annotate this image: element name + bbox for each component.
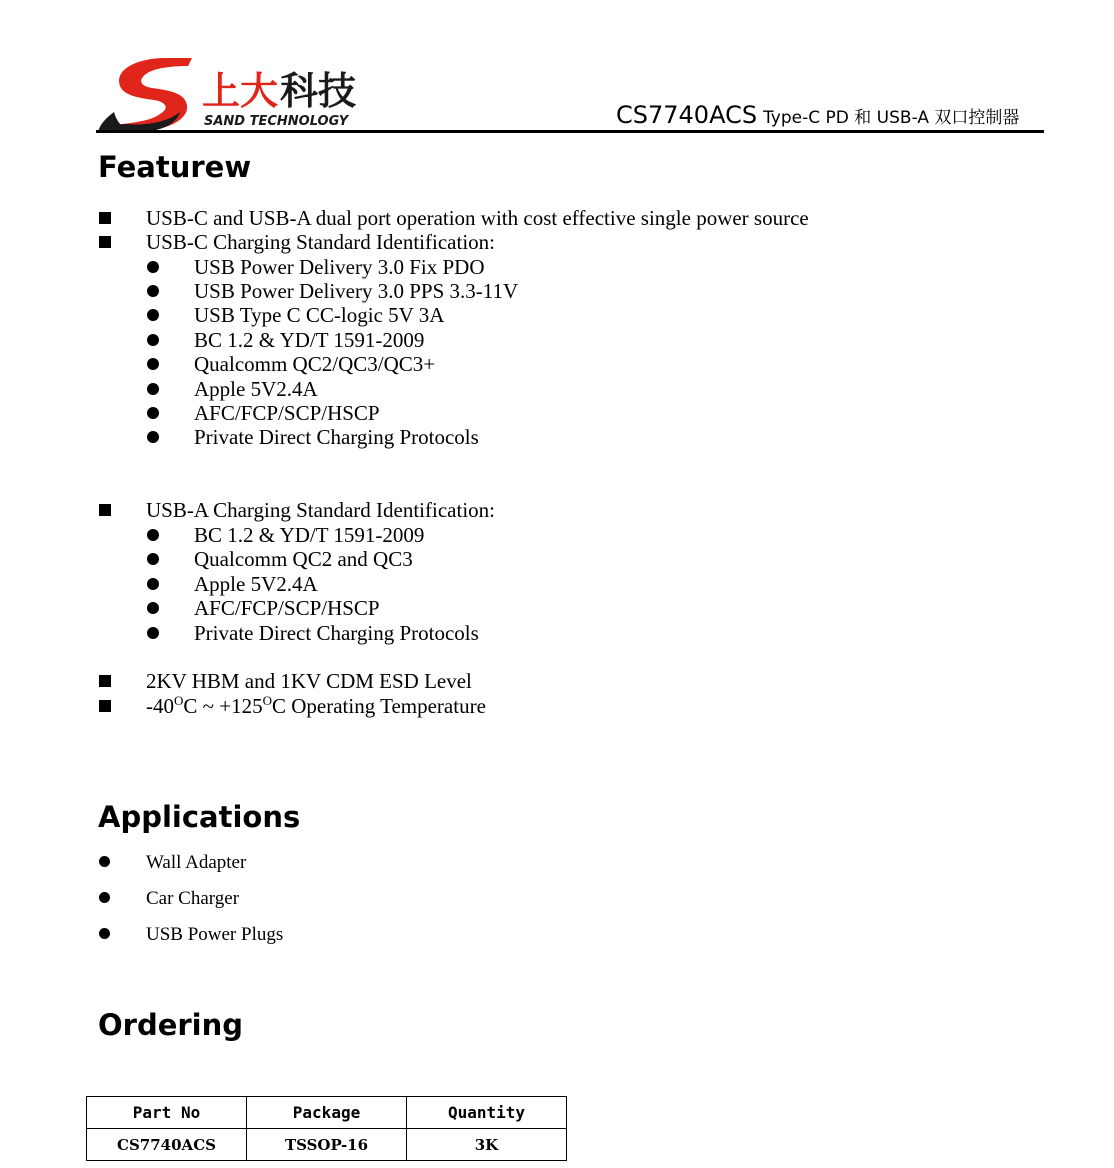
round-bullet-icon xyxy=(99,856,110,867)
column-header: Quantity xyxy=(407,1097,567,1129)
square-bullet-icon xyxy=(99,675,111,687)
square-bullet-icon xyxy=(99,504,111,516)
round-bullet-icon xyxy=(147,358,159,370)
round-bullet-icon xyxy=(99,892,110,903)
round-bullet-icon xyxy=(147,407,159,419)
table-header-row xyxy=(87,1097,567,1129)
round-bullet-icon xyxy=(147,553,159,565)
header-rule xyxy=(96,130,1044,133)
column-header: Package xyxy=(247,1097,407,1129)
square-bullet-icon xyxy=(99,700,111,712)
part-number: CS7740ACS xyxy=(616,101,758,129)
table-cell: CS7740ACS xyxy=(87,1129,247,1161)
round-bullet-icon xyxy=(147,309,159,321)
round-bullet-icon xyxy=(99,928,110,939)
round-bullet-icon xyxy=(147,627,159,639)
table-cell: 3K xyxy=(407,1129,567,1161)
logo-cn-part1: 上大 xyxy=(202,69,279,113)
round-bullet-icon xyxy=(147,529,159,541)
round-bullet-icon xyxy=(147,261,159,273)
round-bullet-icon xyxy=(147,578,159,590)
ordering-heading: Ordering xyxy=(98,1008,244,1042)
company-logo xyxy=(96,52,358,134)
round-bullet-icon xyxy=(147,431,159,443)
logo-en-text: SAND TECHNOLOGY xyxy=(204,114,349,129)
round-bullet-icon xyxy=(147,334,159,346)
table-row xyxy=(87,1129,567,1161)
round-bullet-icon xyxy=(147,383,159,395)
column-header: Part No xyxy=(87,1097,247,1129)
round-bullet-icon xyxy=(147,285,159,297)
applications-heading: Applications xyxy=(98,800,301,834)
square-bullet-icon xyxy=(99,212,111,224)
sand-technology-logo xyxy=(96,52,358,134)
round-bullet-icon xyxy=(147,602,159,614)
logo-cn-part2: 科技 xyxy=(280,69,357,113)
ordering-table xyxy=(86,1096,567,1161)
table-cell: TSSOP-16 xyxy=(247,1129,407,1161)
features-heading: Featurew xyxy=(98,150,252,184)
part-description: Type-C PD 和 USB-A 双口控制器 xyxy=(763,108,1020,128)
document-header-title xyxy=(616,101,1019,129)
square-bullet-icon xyxy=(99,236,111,248)
